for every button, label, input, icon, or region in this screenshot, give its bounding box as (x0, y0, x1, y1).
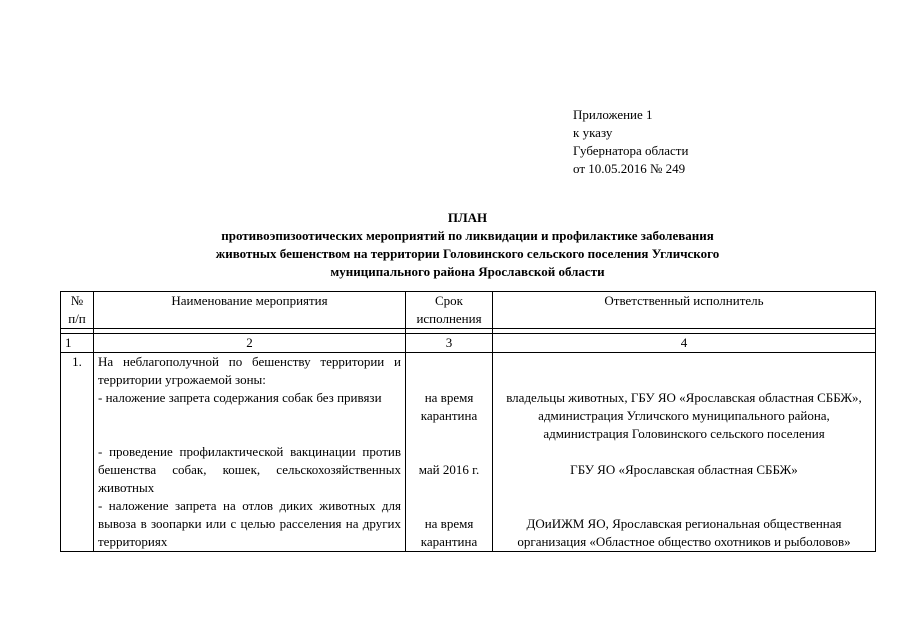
plan-table (60, 291, 876, 552)
table-header-row (61, 292, 876, 329)
row-1-measures (94, 353, 406, 552)
appendix-line-3: Губернатора области (573, 143, 689, 158)
index-cell-1: 1 (61, 334, 94, 353)
header-term (406, 292, 493, 329)
row-1-num: 1. (61, 353, 94, 552)
index-cell-3: 3 (406, 334, 493, 353)
index-cell-2: 2 (94, 334, 406, 353)
row-1-terms (406, 353, 493, 552)
row-1-responsible (493, 353, 876, 552)
plan-title-line-3: муниципального района Ярославской области (330, 264, 605, 279)
index-cell-4: 4 (493, 334, 876, 353)
row-1-item-3: - наложение запрета на отлов диких животных для вывоза в зоопарки или с целью расселения на других территориях (98, 498, 401, 549)
row-1-resp-spacer (497, 353, 871, 389)
plan-heading: ПЛАН (447, 210, 488, 225)
row-1-resp-1: владельцы животных, ГБУ ЯО «Ярославская областная СББЖ», администрация Угличского муниципального района, администрация Головинского сельского поселения (506, 390, 862, 441)
plan-title-block (60, 209, 875, 281)
appendix-line-2: к указу (573, 125, 613, 140)
row-1-gap-1 (98, 407, 401, 443)
row-1-item-2: - проведение профилактической вакцинации против бешенства собак, кошек, сельскохозяйственных животных (98, 444, 401, 495)
table-index-row (61, 334, 876, 353)
header-num-line-1: № (70, 293, 84, 308)
row-1-resp-3: ДОиИЖМ ЯО, Ярославская региональная общественная организация «Областное общество охотников и рыболовов» (517, 516, 851, 549)
appendix-block (573, 106, 773, 178)
row-1-term-1: на время карантина (420, 390, 478, 423)
row-1-item-1: - наложение запрета содержания собак без привязи (98, 390, 382, 405)
row-1-term-spacer (410, 353, 488, 389)
appendix-line-4: от 10.05.2016 № 249 (573, 161, 686, 176)
row-1-intro: На неблагополучной по бешенству территории и территории угрожаемой зоны: (98, 354, 401, 387)
row-1-resp-2: ГБУ ЯО «Ярославская областная СББЖ» (570, 462, 798, 477)
appendix-line-1: Приложение 1 (573, 107, 653, 122)
header-num (61, 292, 94, 329)
row-1-term-3: на время карантина (420, 516, 478, 549)
header-term-line-2: исполнения (416, 311, 482, 326)
header-name: Наименование мероприятия (94, 292, 406, 329)
row-1-term-2: май 2016 г. (418, 462, 480, 477)
header-responsible: Ответственный исполнитель (493, 292, 876, 329)
table-row (61, 353, 876, 552)
plan-title-line-1: противоэпизоотических мероприятий по ликвидации и профилактике заболевания (221, 228, 714, 243)
header-num-line-2: п/п (68, 311, 86, 326)
plan-title-line-2: животных бешенством на территории Головинского сельского поселения Угличского (215, 246, 720, 261)
header-term-line-1: Срок (435, 293, 463, 308)
